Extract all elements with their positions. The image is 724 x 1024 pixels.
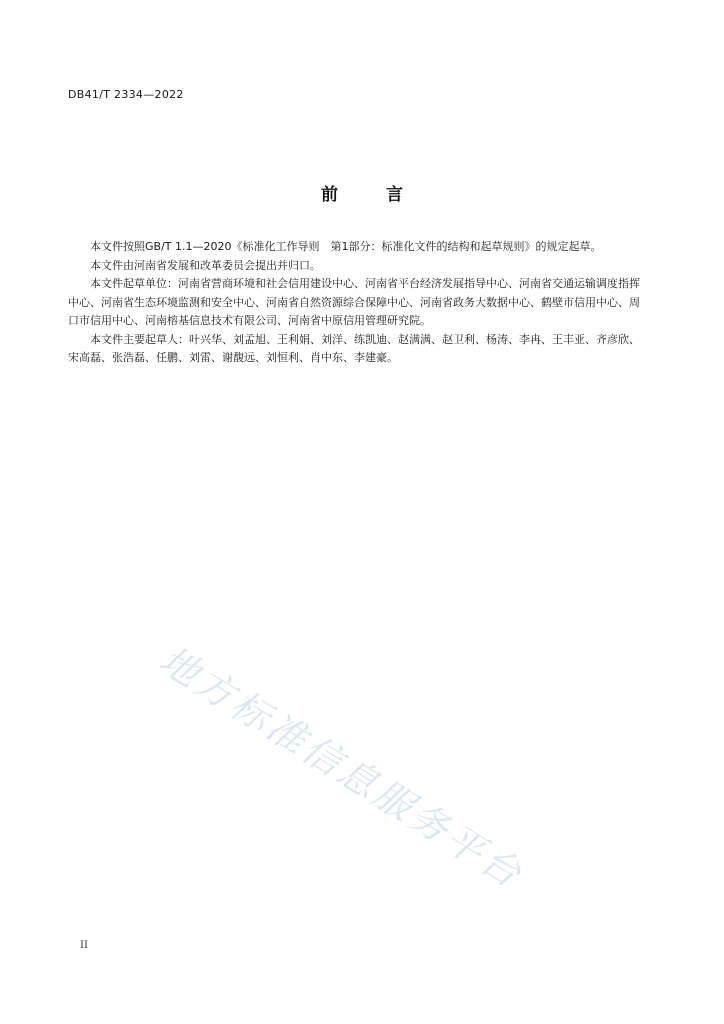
paragraph-drafters: 本文件主要起草人：叶兴华、刘孟旭、王利娟、刘洋、练凯迪、赵满满、赵卫利、杨涛、李冉、王丰亚、齐彦欣、宋高磊、张浩磊、任鹏、刘雷、谢馥远、刘恒利、肖中东、李建豪。: [68, 332, 640, 364]
page-number: II: [80, 940, 88, 951]
title-char-2: 言: [386, 185, 403, 205]
foreword-body: [68, 238, 640, 368]
document-code: DB41/T 2334—2022: [68, 88, 184, 101]
title-char-1: 前: [321, 185, 338, 205]
page-title: [0, 180, 724, 205]
watermark: 地方标准信息服务平台: [151, 637, 532, 898]
paragraph-drafting-units: 本文件起草单位：河南省营商环境和社会信用建设中心、河南省平台经济发展指导中心、河南省交通运输调度指挥中心、河南省生态环境监测和安全中心、河南省自然资源综合保障中心、河南省政务大数据中心、鹤壁市信用中心、周口市信用中心、河南榕基信息技术有限公司、河南省中原信用管理研究院。: [68, 277, 640, 327]
paragraph-proposer: 本文件由河南省发展和改革委员会提出并归口。: [90, 258, 321, 272]
paragraph-drafting-rules: 本文件按照GB/T 1.1—2020《标准化工作导则 第1部分：标准化文件的结构和起草规则》的规定起草。: [90, 240, 602, 253]
